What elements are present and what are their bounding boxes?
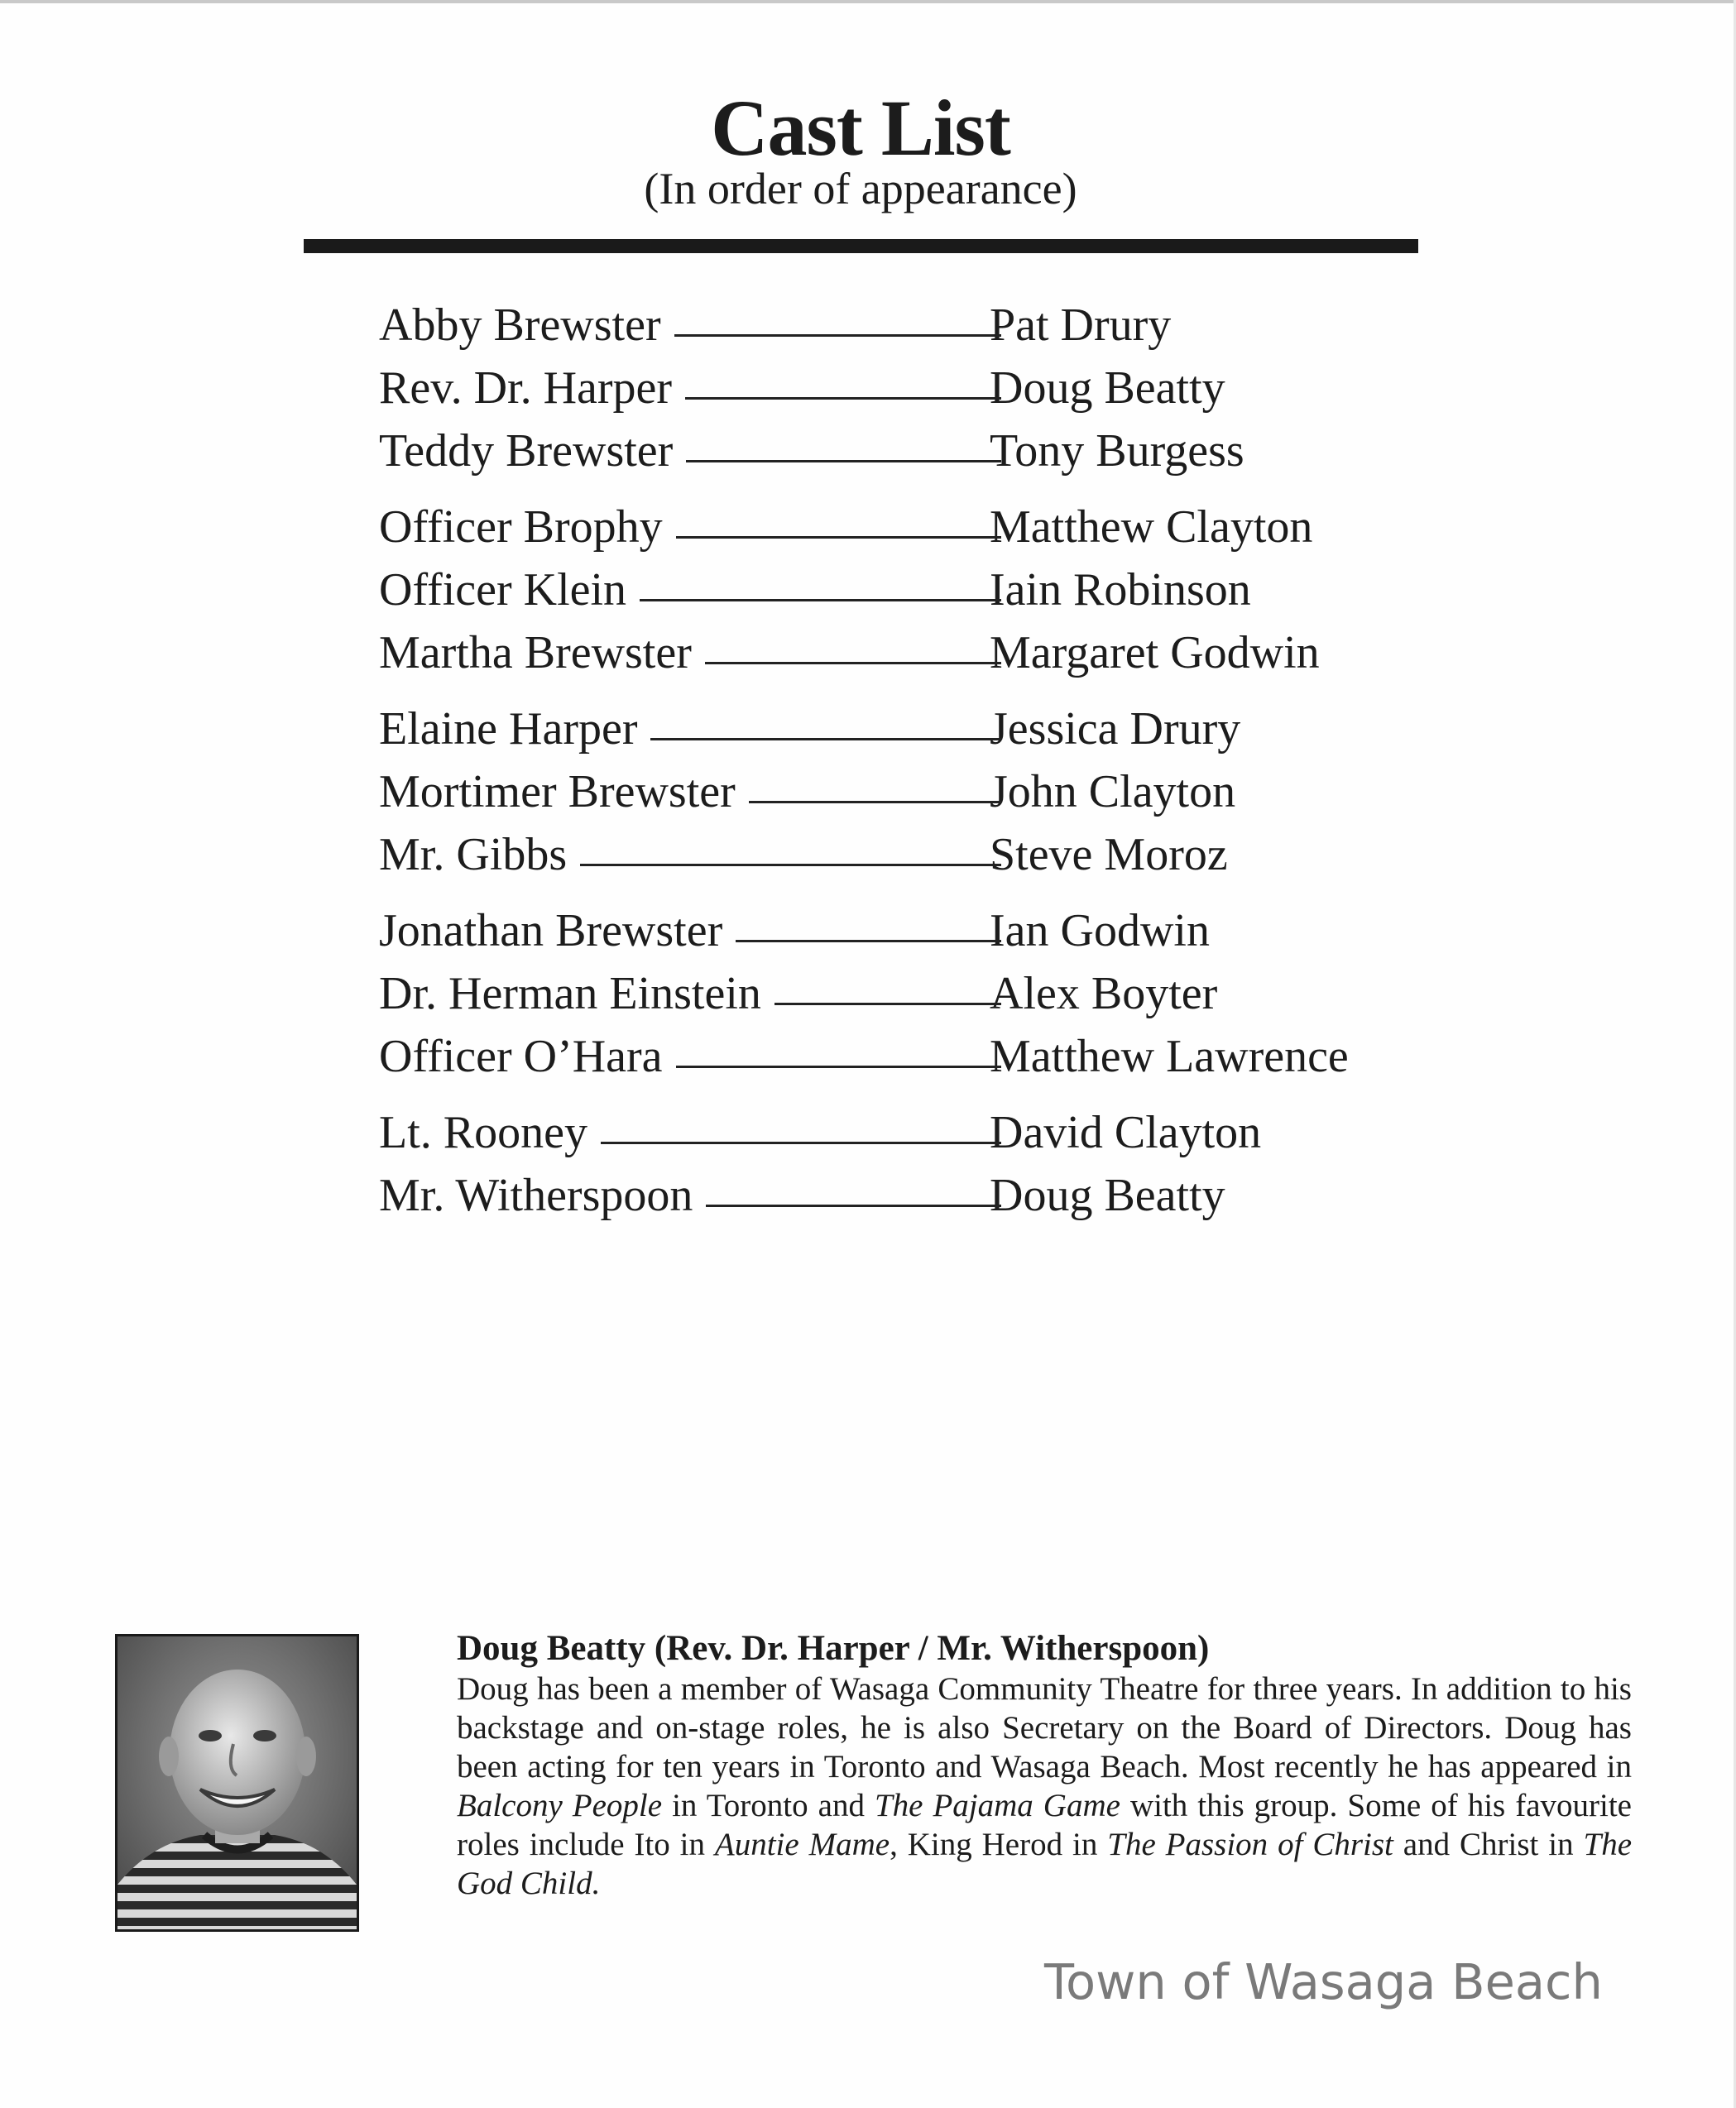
- portrait-illustration: [117, 1636, 357, 1929]
- cast-role: Mr. Gibbs: [379, 823, 580, 886]
- cast-role: Mortimer Brewster: [379, 760, 749, 823]
- cast-row: [379, 1101, 1455, 1164]
- cast-role: Dr. Herman Einstein: [379, 962, 774, 1025]
- cast-actor: Jessica Drury: [990, 703, 1241, 755]
- cast-row: [379, 558, 1455, 621]
- cast-row: [379, 760, 1455, 823]
- cast-actor: Steve Moroz: [990, 829, 1228, 880]
- cast-list: [379, 294, 1455, 1262]
- cast-actor: Ian Godwin: [990, 905, 1210, 956]
- cast-role: Officer Klein: [379, 558, 640, 621]
- cast-row: [379, 621, 1455, 684]
- cast-role: Officer Brophy: [379, 496, 676, 558]
- bio-title-italic: Balcony People: [457, 1788, 663, 1823]
- cast-row: [379, 823, 1455, 886]
- watermark-text: Town of Wasaga Beach: [1044, 1953, 1603, 2010]
- cast-row: [379, 899, 1455, 962]
- bio-title-italic: The Passion of Christ: [1107, 1827, 1393, 1862]
- cast-role: Jonathan Brewster: [379, 899, 736, 962]
- cast-actor: Matthew Lawrence: [990, 1031, 1349, 1082]
- page-subtitle: (In order of appearance): [644, 164, 1077, 213]
- bio-text: [457, 1670, 1632, 1903]
- cast-role: Elaine Harper: [379, 697, 650, 760]
- page-top-edge: [0, 0, 1736, 3]
- page-title: Cast List: [711, 84, 1010, 172]
- cast-actor: Doug Beatty: [990, 1170, 1225, 1221]
- cast-row: [379, 1164, 1455, 1227]
- title-divider: [304, 239, 1418, 253]
- bio-title-italic: Auntie Mame: [714, 1827, 890, 1862]
- cast-role: Rev. Dr. Harper: [379, 357, 685, 419]
- cast-row: [379, 697, 1455, 760]
- cast-row: [379, 496, 1455, 558]
- bio-text-segment: with this group. Some of his favourite roles include Ito in: [457, 1788, 1632, 1862]
- cast-row: [379, 1025, 1455, 1088]
- bio-heading: Doug Beatty (Rev. Dr. Harper / Mr. Witherspoon): [457, 1629, 1210, 1668]
- bio-text-segment: Doug has been a member of Wasaga Community Theatre for three years. In addition to his backstage and on-stage roles, he is also Secretary on the Board of Directors. Doug has been acting for ten years in Toronto and Wasaga Beach. Most recently he has appeared in: [457, 1671, 1632, 1785]
- cast-actor: David Clayton: [990, 1107, 1262, 1158]
- cast-row: [379, 962, 1455, 1025]
- cast-row: [379, 357, 1455, 419]
- cast-actor: Matthew Clayton: [990, 501, 1313, 553]
- cast-role: Martha Brewster: [379, 621, 705, 684]
- cast-role: Officer O’Hara: [379, 1025, 676, 1088]
- face: [170, 1670, 305, 1835]
- cast-role: Abby Brewster: [379, 294, 674, 357]
- cast-row: [379, 294, 1455, 357]
- cast-actor: Margaret Godwin: [990, 627, 1320, 678]
- cast-actor: John Clayton: [990, 766, 1236, 817]
- bio-title-italic: The Pajama Game: [874, 1788, 1120, 1823]
- cast-role: Teddy Brewster: [379, 419, 686, 482]
- cast-role: Mr. Witherspoon: [379, 1164, 706, 1227]
- cast-role: Lt. Rooney: [379, 1101, 601, 1164]
- cast-actor: Doug Beatty: [990, 362, 1225, 414]
- actor-photo: [115, 1634, 359, 1932]
- cast-row: [379, 419, 1455, 482]
- cast-actor: Pat Drury: [990, 299, 1172, 351]
- bio-title-italic: The God Child.: [457, 1827, 1632, 1901]
- bio-text-segment: in Toronto and: [662, 1788, 875, 1823]
- cast-actor: Alex Boyter: [990, 968, 1218, 1019]
- cast-actor: Iain Robinson: [990, 564, 1251, 616]
- cast-actor: Tony Burgess: [990, 425, 1244, 477]
- bio-text-segment: and Christ in: [1393, 1827, 1584, 1862]
- bio-text-segment: , King Herod in: [890, 1827, 1108, 1862]
- actor-bio: [457, 1628, 1632, 1903]
